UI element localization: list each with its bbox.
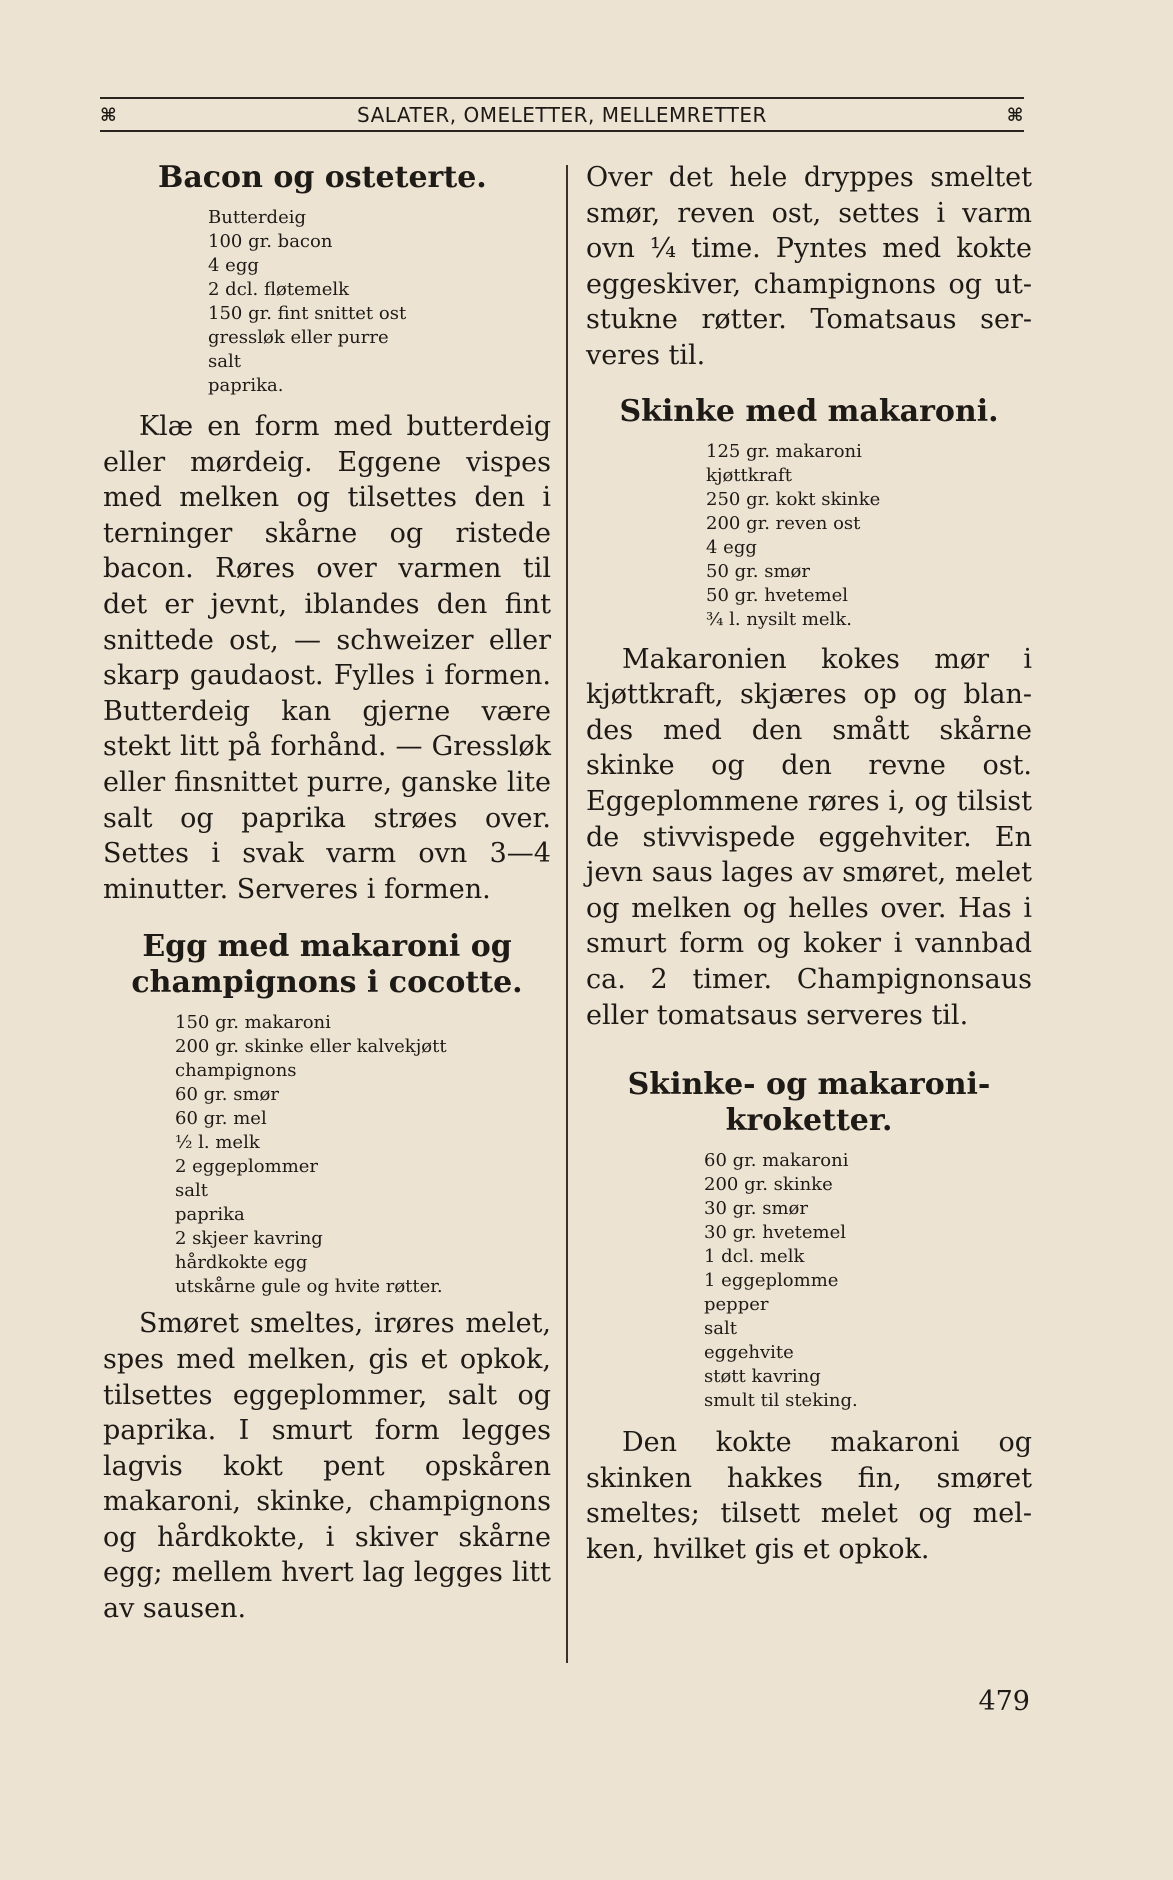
- header-bottom-rule: [100, 130, 1024, 132]
- ingredient-list-bacon: [208, 206, 551, 398]
- ingredient-item: 150 gr. makaroni: [175, 1012, 331, 1034]
- header-ornament-right: ⌘: [1006, 104, 1024, 126]
- ingredient-item: 30 gr. smør: [704, 1198, 808, 1220]
- recipe-body-kroketter: Den kokte makaroni og skinken hakkes fin, smøret smeltes; tilsett melet og melken, hvilket gis et opkok.: [586, 1427, 1032, 1565]
- right-column: [586, 160, 1032, 1567]
- recipe-title-kroketter-line2: kroketter.: [725, 1103, 893, 1139]
- ingredient-item: 2 dcl. fløtemelk: [208, 279, 350, 300]
- page-number: 479: [978, 1686, 1030, 1717]
- recipe-body-egg: Smøret smeltes, irøres melet, spes med melken, gis et opkok, tilsettes eggeplommer, salt og paprika. I smurt form legges lagvis kokt pent opskåren makaroni, skinke, champignons og hårdkokte, i skiver skårne egg; mellem hvert lag legges litt av sausen.: [103, 1308, 551, 1625]
- ingredient-item: pepper: [704, 1294, 769, 1316]
- ingredient-item: 4 egg: [208, 255, 259, 276]
- recipe-title-egg-line2: champignons i cocotte.: [131, 965, 523, 1001]
- ingredient-item: kjøttkraft: [706, 464, 792, 486]
- ingredient-item: utskårne gule og hvite røtter.: [175, 1276, 443, 1298]
- ingredient-item: ¾ l. nysilt melk.: [706, 608, 852, 630]
- ingredient-item: salt: [208, 351, 241, 372]
- column-divider: [566, 165, 568, 1663]
- ingredient-item: paprika: [175, 1204, 245, 1226]
- ingredient-item: 200 gr. reven ost: [706, 512, 861, 534]
- ingredient-item: salt: [175, 1180, 208, 1202]
- ingredient-item: 200 gr. skinke: [704, 1174, 833, 1196]
- ingredient-item: eggehvite: [704, 1342, 794, 1364]
- ingredient-item: 200 gr. skinke eller kalvekjøtt: [175, 1036, 447, 1058]
- ingredient-item: 1 dcl. melk: [704, 1246, 805, 1268]
- recipe-title-skinke: Skinke med makaroni.: [619, 393, 999, 429]
- ingredient-item: 50 gr. smør: [706, 560, 810, 582]
- recipe-title-kroketter: [586, 1067, 1032, 1139]
- running-header-title: SALATER, OMELETTER, MELLEMRETTER: [357, 103, 767, 127]
- ingredient-item: champignons: [175, 1060, 297, 1082]
- recipe-body-skinke: Makaronien kokes mør i kjøttkraft, skjæres op og blandes med den smått skårne skinke og den revne ost. Eggeplommene røres i, og tilsist de stivvispede eggehviter. En jevn saus lages av smøret, melet og melken og helles over. Has i smurt form og koker i vannbad ca. 2 timer. Champignonsaus eller tomatsaus serveres til.: [586, 643, 1032, 1031]
- ingredient-item: 60 gr. smør: [175, 1084, 279, 1106]
- recipe-body-egg-continued: Over det hele dryppes smeltet smør, reven ost, settes i varm ovn ¼ time. Pyntes med kokte eggeskiver, champignons og utstukne røtter. Tomatsaus serveres til.: [586, 162, 1032, 371]
- ingredient-item: 60 gr. mel: [175, 1108, 267, 1130]
- ingredient-item: 50 gr. hvetemel: [706, 584, 848, 606]
- header-top-rule: [100, 97, 1024, 99]
- ingredient-item: smult til steking.: [704, 1390, 858, 1412]
- ingredient-item: 60 gr. makaroni: [704, 1150, 849, 1172]
- header-ornament-left: ⌘: [100, 104, 118, 126]
- ingredient-item: salt: [704, 1318, 737, 1340]
- recipe-title-egg-line1: Egg med makaroni og: [142, 929, 512, 965]
- ingredient-item: 30 gr. hvetemel: [704, 1222, 846, 1244]
- ingredient-list-skinke: [706, 440, 1032, 632]
- ingredient-item: 2 eggeplommer: [175, 1156, 319, 1178]
- ingredient-item: 4 egg: [706, 536, 757, 558]
- ingredient-item: 125 gr. makaroni: [706, 440, 862, 462]
- ingredient-item: paprika.: [208, 375, 284, 396]
- ingredient-item: 150 gr. fint snittet ost: [208, 303, 407, 324]
- recipe-title-egg: [103, 929, 551, 1001]
- ingredient-item: støtt kavring: [704, 1366, 821, 1388]
- ingredient-item: Butterdeig: [208, 207, 306, 228]
- ingredient-list-kroketter: [704, 1149, 1032, 1413]
- recipe-title-bacon: Bacon og osteterte.: [158, 160, 487, 195]
- recipe-title-kroketter-line1: Skinke- og makaroni-: [627, 1067, 991, 1103]
- running-header: [100, 101, 1024, 129]
- ingredient-item: gressløk eller purre: [208, 327, 389, 348]
- ingredient-list-egg: [175, 1011, 551, 1299]
- ingredient-item: ½ l. melk: [175, 1132, 260, 1154]
- ingredient-item: 2 skjeer kavring: [175, 1228, 323, 1250]
- ingredient-item: hårdkokte egg: [175, 1252, 308, 1274]
- ingredient-item: 250 gr. kokt skinke: [706, 488, 881, 510]
- ingredient-item: 1 eggeplomme: [704, 1270, 839, 1292]
- left-column: [103, 160, 551, 1627]
- ingredient-item: 100 gr. bacon: [208, 231, 333, 252]
- recipe-body-bacon: Klæ en form med butterdeig eller mørdeig. Eggene vispes med melken og tilsettes den i terninger skårne og ristede bacon. Røres over varmen til det er jevnt, iblandes den fint snittede ost, — schweizer eller skarp gaudaost. Fylles i formen. Butterdeig kan gjerne være stekt litt på forhånd. — Gressløk eller finsnittet purre, ganske lite salt og paprika strøes over. Settes i svak varm ovn 3—4 minutter. Serveres i formen.: [103, 411, 551, 905]
